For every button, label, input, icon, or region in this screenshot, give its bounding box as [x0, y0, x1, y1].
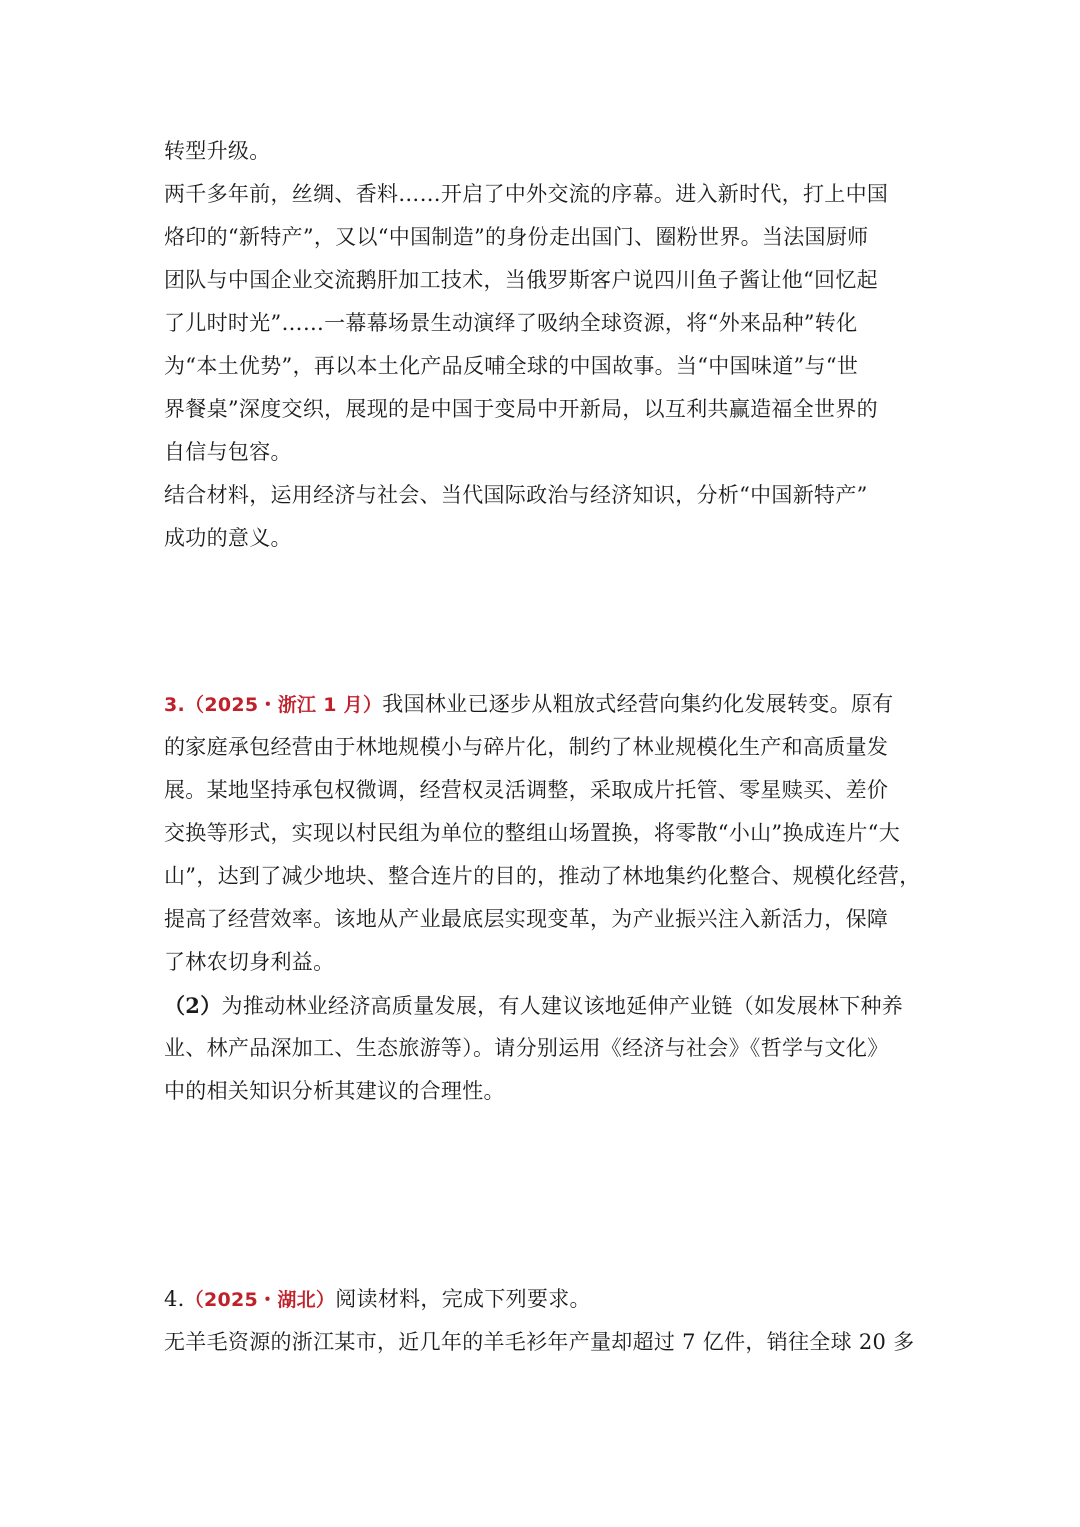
q2-line: 自信与包容。	[164, 440, 292, 464]
q2-line: 团队与中国企业交流鹅肝加工技术，当俄罗斯客户说四川鱼子酱让他“回忆起	[164, 268, 878, 292]
q3-line: 展。某地坚持承包权微调，经营权灵活调整，采取成片托管、零星赎买、差价	[164, 778, 889, 802]
question-3	[164, 683, 944, 1113]
q3-line: 交换等形式，实现以村民组为单位的整组山场置换，将零散“小山”换成连片“大	[164, 821, 901, 845]
subquestion-number: （2）	[164, 993, 222, 1018]
q3-sub-line: 中的相关知识分析其建议的合理性。	[164, 1079, 505, 1103]
q3-sub-line: 业、林产品深加工、生态旅游等）。请分别运用《经济与社会》《哲学与文化》	[164, 1036, 889, 1060]
q3-line-text: 我国林业已逐步从粗放式经营向集约化发展转变。原有	[382, 692, 894, 716]
question-source: （2025・浙江 1 月）	[185, 694, 383, 716]
q2-line: 了儿时时光”……一幕幕场景生动演绎了吸纳全球资源，将“外来品种”转化	[164, 311, 858, 335]
q3-line: 的家庭承包经营由于林地规模小与碎片化，制约了林业规模化生产和高质量发	[164, 735, 889, 759]
question-source: （2025・湖北）	[184, 1289, 336, 1311]
q3-line: 提高了经营效率。该地从产业最底层实现变革，为产业振兴注入新活力，保障	[164, 907, 889, 931]
q3-first-line	[164, 683, 944, 726]
q3-subquestion-first-line	[164, 984, 944, 1027]
question-number: 3.	[164, 694, 186, 716]
q3-line: 山”，达到了减少地块、整合连片的目的，推动了林地集约化整合、规模化经营，	[164, 864, 921, 888]
question-4	[164, 1278, 944, 1364]
q2-line: 界餐桌”深度交织，展现的是中国于变局中开新局，以互利共赢造福全世界的	[164, 397, 878, 421]
question-number: 4.	[164, 1287, 185, 1311]
q3-sub-text: 为推动林业经济高质量发展，有人建议该地延伸产业链（如发展林下种养	[221, 994, 904, 1018]
q2-line: 转型升级。	[164, 139, 271, 163]
q2-line: 为“本土优势”，再以本土化产品反哺全球的中国故事。当“中国味道”与“世	[164, 354, 859, 378]
q2-question-line: 结合材料，运用经济与社会、当代国际政治与经济知识，分析“中国新特产”	[164, 483, 868, 507]
q3-line: 了林农切身利益。	[164, 950, 335, 974]
q4-line-text: 阅读材料，完成下列要求。	[335, 1287, 591, 1311]
q2-question-line: 成功的意义。	[164, 526, 292, 550]
q4-first-line	[164, 1278, 944, 1321]
q2-line: 两千多年前，丝绸、香料……开启了中外交流的序幕。进入新时代，打上中国	[164, 182, 889, 206]
question-2-text	[164, 130, 944, 560]
q2-line: 烙印的“新特产”，又以“中国制造”的身份走出国门、圈粉世界。当法国厨师	[164, 225, 869, 249]
q4-line: 无羊毛资源的浙江某市，近几年的羊毛衫年产量却超过 7 亿件，销往全球 20 多	[164, 1330, 915, 1354]
